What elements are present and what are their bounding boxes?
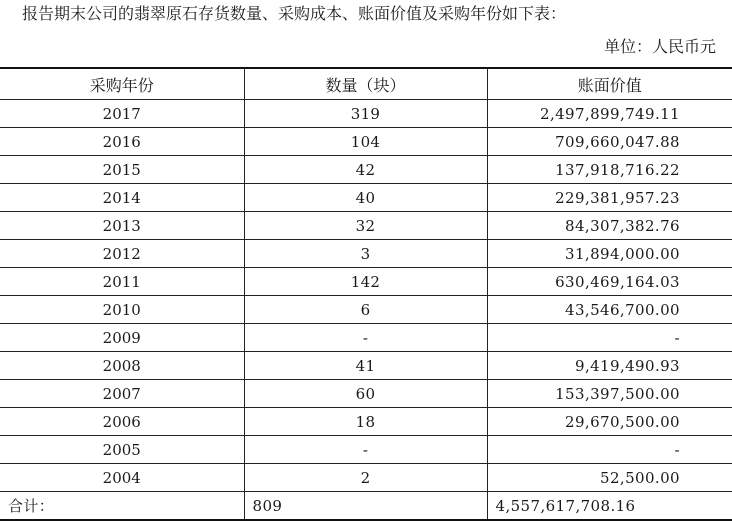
- quantity-cell: 2: [244, 464, 487, 492]
- header-quantity: 数量（块）: [244, 68, 487, 100]
- table-row: [0, 324, 732, 352]
- book-value-cell: 2,497,899,749.11: [487, 100, 732, 128]
- year-cell: 2008: [0, 352, 244, 380]
- table-row: [0, 408, 732, 436]
- year-cell: 2007: [0, 380, 244, 408]
- book-value-cell: 9,419,490.93: [487, 352, 732, 380]
- book-value-cell: -: [487, 324, 732, 352]
- intro-text: 报告期末公司的翡翠原石存货数量、采购成本、账面价值及采购年份如下表：: [22, 4, 567, 23]
- quantity-cell: 60: [244, 380, 487, 408]
- year-cell: 2009: [0, 324, 244, 352]
- book-value-cell: 29,670,500.00: [487, 408, 732, 436]
- table-row: [0, 128, 732, 156]
- quantity-cell: 104: [244, 128, 487, 156]
- table-row: [0, 436, 732, 464]
- total-book-value: 4,557,617,708.16: [487, 492, 732, 521]
- table-row: [0, 296, 732, 324]
- quantity-cell: 41: [244, 352, 487, 380]
- year-cell: 2015: [0, 156, 244, 184]
- book-value-cell: 630,469,164.03: [487, 268, 732, 296]
- year-cell: 2014: [0, 184, 244, 212]
- table-footer: [0, 492, 732, 521]
- table-row: [0, 464, 732, 492]
- total-row: [0, 492, 732, 521]
- header-book-value: 账面价值: [487, 68, 732, 100]
- year-cell: 2010: [0, 296, 244, 324]
- quantity-cell: -: [244, 436, 487, 464]
- year-cell: 2016: [0, 128, 244, 156]
- year-cell: 2005: [0, 436, 244, 464]
- quantity-cell: 6: [244, 296, 487, 324]
- quantity-cell: 18: [244, 408, 487, 436]
- table-row: [0, 380, 732, 408]
- book-value-cell: 229,381,957.23: [487, 184, 732, 212]
- inventory-table: [0, 67, 732, 521]
- year-cell: 2004: [0, 464, 244, 492]
- table-row: [0, 268, 732, 296]
- book-value-cell: 52,500.00: [487, 464, 732, 492]
- table-row: [0, 240, 732, 268]
- table-body: [0, 100, 732, 492]
- table-row: [0, 156, 732, 184]
- total-label: 合计：: [0, 492, 244, 521]
- year-cell: 2011: [0, 268, 244, 296]
- year-cell: 2017: [0, 100, 244, 128]
- year-cell: 2006: [0, 408, 244, 436]
- table-row: [0, 352, 732, 380]
- quantity-cell: 142: [244, 268, 487, 296]
- table-row: [0, 184, 732, 212]
- book-value-cell: -: [487, 436, 732, 464]
- book-value-cell: 709,660,047.88: [487, 128, 732, 156]
- year-cell: 2013: [0, 212, 244, 240]
- header-row: [0, 68, 732, 100]
- quantity-cell: 319: [244, 100, 487, 128]
- quantity-cell: 40: [244, 184, 487, 212]
- book-value-cell: 43,546,700.00: [487, 296, 732, 324]
- unit-label: 单位：人民币元: [603, 37, 716, 56]
- book-value-cell: 153,397,500.00: [487, 380, 732, 408]
- quantity-cell: 32: [244, 212, 487, 240]
- table-row: [0, 100, 732, 128]
- book-value-cell: 137,918,716.22: [487, 156, 732, 184]
- header-year: 采购年份: [0, 68, 244, 100]
- table-header: [0, 68, 732, 100]
- year-cell: 2012: [0, 240, 244, 268]
- quantity-cell: -: [244, 324, 487, 352]
- total-quantity: 809: [244, 492, 487, 521]
- quantity-cell: 42: [244, 156, 487, 184]
- table-row: [0, 212, 732, 240]
- book-value-cell: 31,894,000.00: [487, 240, 732, 268]
- quantity-cell: 3: [244, 240, 487, 268]
- book-value-cell: 84,307,382.76: [487, 212, 732, 240]
